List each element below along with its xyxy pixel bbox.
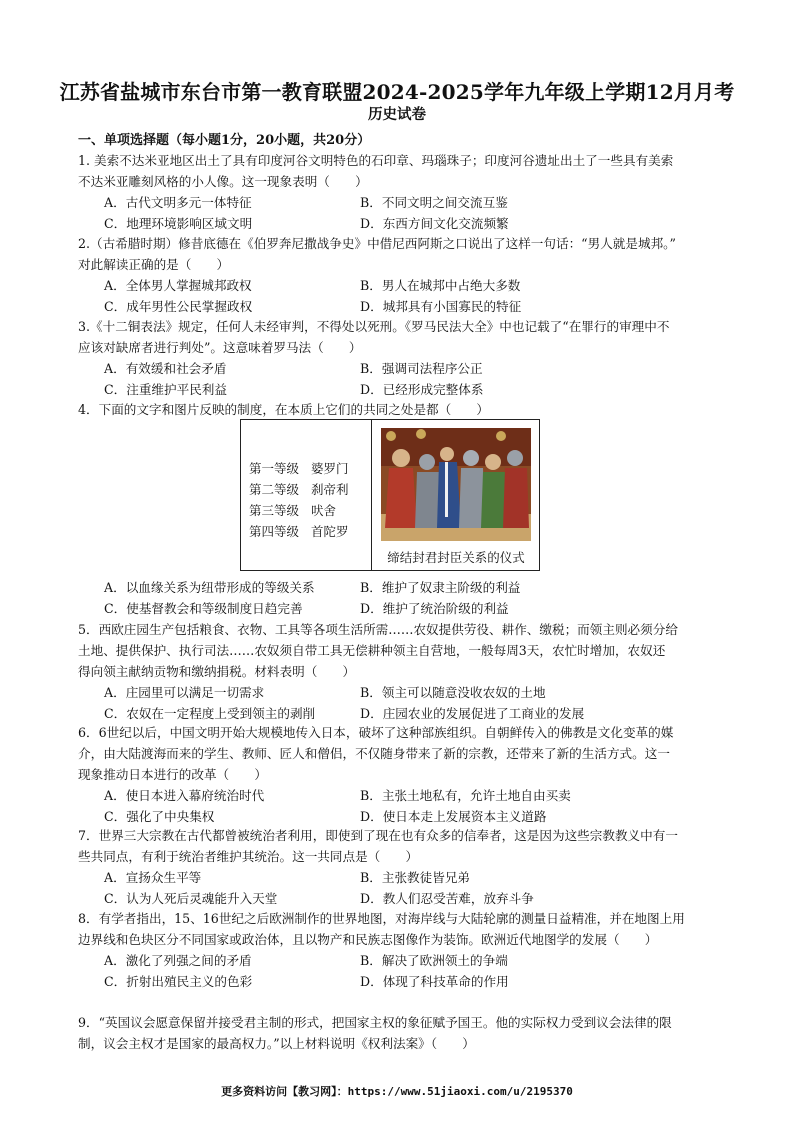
option-group [104,950,724,992]
answer-option[interactable]: B．男人在城邦中占绝大多数 [360,278,521,293]
painting-illustration [381,428,531,541]
question-line: 1. 美索不达米亚地区出土了具有印度河谷文明特色的石印章、玛瑙珠子；印度河谷遗址出土了一些具有美索 [78,153,674,168]
footer-source[interactable]: 更多资料访问【教习网】：https://www.51jiaoxi.com/u/2195370 [221,1085,573,1098]
answer-option[interactable]: C．认为人死后灵魂能升入天堂 [104,891,278,906]
answer-option[interactable]: C．强化了中央集权 [104,809,215,824]
question-line: 3.《十二铜表法》规定，任何人未经审判，不得处以死刑。《罗马民法大全》中也记载了“在罪行的审理中不 [78,319,670,334]
question-line: 8．有学者指出，15、16世纪之后欧洲制作的世界地图，对海岸线与大陆轮廓的测量日益精准，并在地图上用 [78,911,685,926]
caste-name: 刹帝利 [311,482,349,497]
question-line: 边界线和色块区分不同国家或政治体，且以物产和民族志图像作为装饰。欧洲近代地图学的发展（ ） [78,932,658,947]
question-line: 4．下面的文字和图片反映的制度，在本质上它们的共同之处是都（ ） [78,402,490,417]
answer-option[interactable]: A．全体男人掌握城邦政权 [104,278,252,293]
caste-level: 第三等级 [249,503,300,518]
caste-row [249,479,349,500]
question-stem [78,233,718,275]
answer-option[interactable]: D．体现了科技革命的作用 [360,974,509,989]
option-group [104,785,724,827]
question-stem [78,825,718,867]
question-stem [78,619,718,682]
question-line: 现象推动日本进行的改革（ ） [78,767,267,782]
section-heading: 一、单项选择题（每小题1分，20小题，共20分） [78,133,371,148]
answer-option[interactable]: C．农奴在一定程度上受到领主的剥削 [104,706,316,721]
question-line: 得向领主献纳贡物和缴纳捐税。材料表明（ ） [78,664,356,679]
question-stem [78,722,718,785]
question-stem [78,150,718,192]
answer-option[interactable]: C．注重维护平民利益 [104,382,227,397]
feudal-ceremony-painting [381,428,531,541]
option-group [104,358,724,400]
option-group [104,867,724,909]
answer-option[interactable]: A．激化了列强之间的矛盾 [104,953,252,968]
answer-option[interactable]: B．主张教徒皆兄弟 [360,870,471,885]
question-line: 对此解读正确的是（ ） [78,257,230,272]
question-line: 介，由大陆渡海而来的学生、教师、匠人和僧侣，不仅随身带来了新的宗教，还带来了新的生活方式。这一 [78,746,670,761]
figure-caption: 缔结封君封臣关系的仪式 [387,550,525,565]
answer-option[interactable]: C．地理环境影响区域文明 [104,216,253,231]
question-line: 9．“英国议会愿意保留并接受君主制的形式，把国家主权的象征赋予国王。他的实际权力受到议会法律的限 [78,1015,672,1030]
question-stem [78,1012,718,1054]
question-line: 2.（古希腊时期）修昔底德在《伯罗奔尼撒战争史》中借尼西阿斯之口说出了这样一句话：“男人就是城邦。” [78,236,676,251]
answer-option[interactable]: D．使日本走上发展资本主义道路 [360,809,547,824]
answer-option[interactable]: C．折射出殖民主义的色彩 [104,974,253,989]
answer-option[interactable]: D．城邦具有小国寡民的特征 [360,299,522,314]
question-stem [78,399,718,420]
option-group [104,577,724,619]
exam-title: 江苏省盐城市东台市第一教育联盟2024-2025学年九年级上学期12月月考 [59,80,735,104]
question-line: 土地、提供保护、执行司法……农奴须自带工具无偿耕种领主自营地，一般每周3天，农忙时增加，农奴还 [78,643,666,658]
answer-option[interactable]: B．强调司法程序公正 [360,361,483,376]
question-line: 6．6世纪以后，中国文明开始大规模地传入日本，破坏了这种部族组织。自朝鲜传入的佛教是文化变革的媒 [78,725,674,740]
caste-name: 吠舍 [311,503,337,518]
answer-option[interactable]: D．已经形成完整体系 [360,382,484,397]
caste-name: 婆罗门 [311,461,349,476]
answer-option[interactable]: D．庄园农业的发展促进了工商业的发展 [360,706,585,721]
answer-option[interactable]: D．教人们忍受苦难，放弃斗争 [360,891,534,906]
caste-level: 第二等级 [249,482,300,497]
answer-option[interactable]: A．古代文明多元一体特征 [104,195,252,210]
question-line: 些共同点，有利于统治者维护其统治。这一共同点是（ ） [78,849,419,864]
option-group [104,275,724,317]
answer-option[interactable]: A．以血缘关系为纽带形成的等级关系 [104,580,315,595]
answer-option[interactable]: B．主张土地私有，允许土地自由买卖 [360,788,571,803]
question-line: 5．西欧庄园生产包括粮食、衣物、工具等各项生活所需……农奴提供劳役、耕作、缴税；而领主则必须分给 [78,622,678,637]
caste-name: 首陀罗 [311,524,349,539]
caste-level: 第一等级 [249,461,300,476]
exam-subtitle: 历史试卷 [368,106,426,123]
caste-table [249,458,349,542]
question-line: 应该对缺席者进行判处”。这意味着罗马法（ ） [78,340,362,355]
question-line: 7．世界三大宗教在古代都曾被统治者利用，即使到了现在也有众多的信奉者，这是因为这些宗教教义中有一 [78,828,678,843]
answer-option[interactable]: B．维护了奴隶主阶级的利益 [360,580,521,595]
answer-option[interactable]: C．成年男性公民掌握政权 [104,299,253,314]
answer-option[interactable]: A．使日本进入幕府统治时代 [104,788,265,803]
answer-option[interactable]: A．宣扬众生平等 [104,870,202,885]
question-stem [78,316,718,358]
answer-option[interactable]: A．庄园里可以满足一切需求 [104,685,265,700]
caste-level: 第四等级 [249,524,300,539]
answer-option[interactable]: D．东西方间文化交流频繁 [360,216,509,231]
answer-option[interactable]: B．领主可以随意没收农奴的土地 [360,685,546,700]
question-line: 制，议会主权才是国家的最高权力。”以上材料说明《权利法案》（ ） [78,1036,475,1051]
question-stem [78,908,718,950]
caste-row [249,521,349,542]
answer-option[interactable]: B．解决了欧洲领土的争端 [360,953,508,968]
question-line: 不达米亚雕刻风格的小人像。这一现象表明（ ） [78,174,368,189]
answer-option[interactable]: D．维护了统治阶级的利益 [360,601,509,616]
answer-option[interactable]: C．使基督教会和等级制度日趋完善 [104,601,303,616]
option-group [104,682,724,724]
answer-option[interactable]: B．不同文明之间交流互鉴 [360,195,508,210]
answer-option[interactable]: A．有效缓和社会矛盾 [104,361,227,376]
question-4-figure [240,419,540,571]
caste-row [249,500,349,521]
caste-row [249,458,349,479]
option-group [104,192,724,234]
